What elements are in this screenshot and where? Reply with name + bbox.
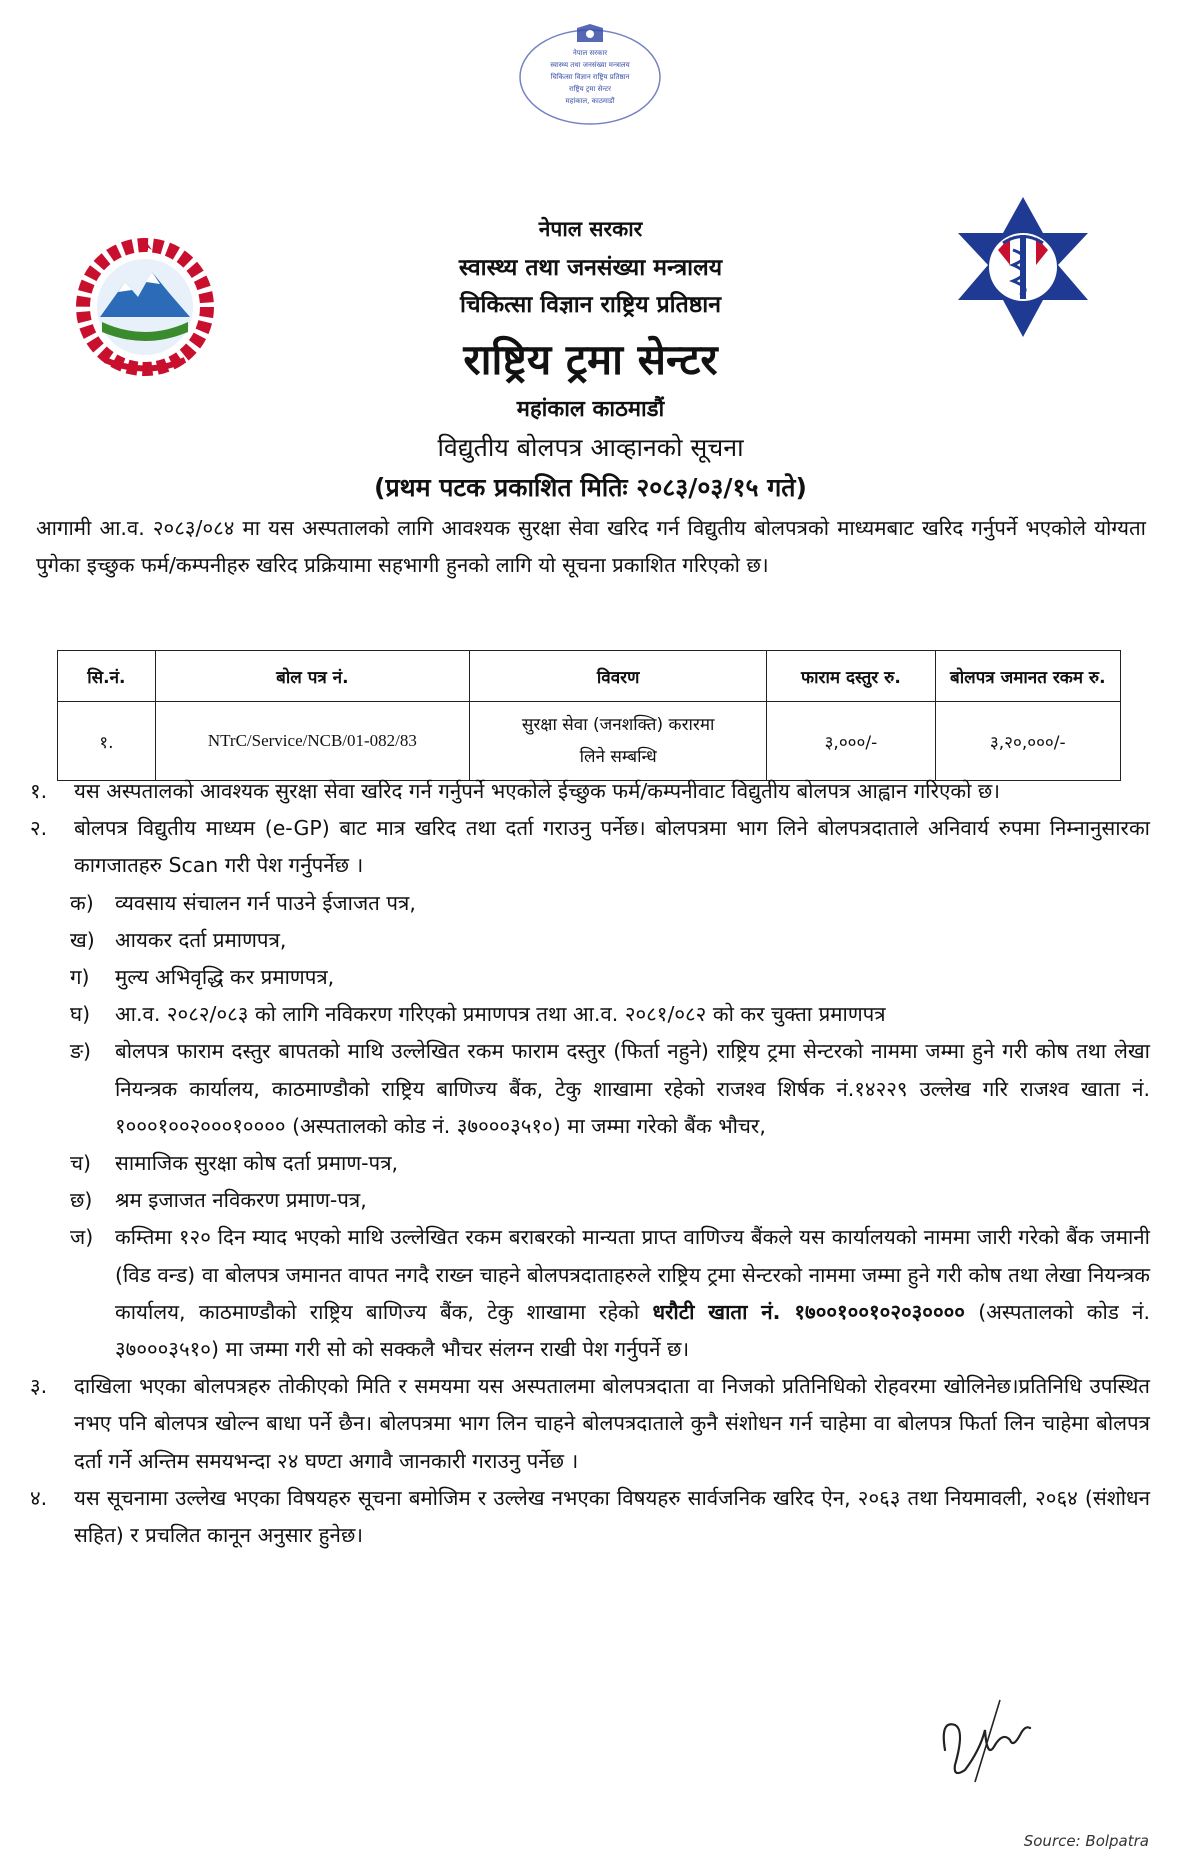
sub-item-text: सामाजिक सुरक्षा कोष दर्ता प्रमाण-पत्र, [115, 1151, 399, 1176]
stamp-line-5: महांकाल, काठमाडौं [565, 97, 615, 105]
sub-item-label: क) [70, 890, 94, 915]
conditions-list [30, 773, 1150, 1554]
list-item [30, 773, 1150, 810]
header-location: महांकाल काठमाडौं [516, 397, 665, 422]
table-row [58, 702, 1121, 781]
sub-item-text: बोलपत्र फाराम दस्तुर बापतको माथि उल्लेखित रकम फाराम दस्तुर (फिर्ता नहुने) राष्ट्रिय ट्रमा सेन्टरको नाममा जम्मा हुने गरी कोष तथा लेखा नियन्त्रक कार्यालय, काठमाण्डौको राष्ट्रिय बाणिज्य बैंक, टेकु शाखामा रहेको राजश्व शिर्षक नं.१४२२९ उल्लेख गरि राजश्व खाता नं. १०००१००२०००१०००० (अस्पतालको कोड नं. ३७०००३५१०) मा जम्मा गरेको बैंक भौचर, [115, 1039, 1150, 1138]
list-item-number: ३. [30, 1374, 48, 1399]
list-item-text: दाखिला भएका बोलपत्रहरु तोकीएको मिति र समयमा यस अस्पतालमा बोलपत्रदाता वा निजको प्रतिनिधिको रोहवरमा खोलिनेछ।प्रतिनिधि उपस्थित नभए पनि बोलपत्र खोल्न बाधा पर्ने छैन। बोलपत्रमा भाग लिन चाहने बोलपत्रदाताले कुनै संशोधन गर्न चाहेमा वा बोलपत्र फिर्ता लिन चाहेमा बोलपत्र दर्ता गर्ने अन्तिम समयभन्दा २४ घण्टा अगावै जानकारी गराउनु पर्नेछ । [74, 1374, 1150, 1473]
list-item-text: बोलपत्र विद्युतीय माध्यम (e-GP) बाट मात्र खरिद तथा दर्ता गराउनु पर्नेछ। बोलपत्रमा भाग लिने बोलपत्रदाताले अनिवार्य रुपमा निम्नानुसारका कागजातहरु Scan गरी पेश गर्नुपर्नेछ । [74, 816, 1150, 878]
cell-description-line2: लिने सम्बन्धि [579, 747, 657, 767]
tender-table [57, 650, 1121, 781]
cell-description [470, 702, 767, 781]
stamp-line-1: नेपाल सरकार [572, 49, 608, 57]
cell-bid-security: ३,२०,०००/- [935, 702, 1120, 781]
sub-list-item [70, 996, 1150, 1033]
sub-list-item [70, 1033, 1150, 1145]
list-item-number: १. [30, 779, 48, 803]
col-header-description: विवरण [470, 651, 767, 702]
sub-item-label: ख) [70, 927, 95, 952]
sub-item-label: ङ) [70, 1039, 92, 1064]
sub-item-text: श्रम इजाजत नविकरण प्रमाण-पत्र, [115, 1188, 367, 1213]
sub-item-label: ग) [70, 965, 90, 990]
intro-paragraph: आगामी आ.व. २०८३/०८४ मा यस अस्पतालको लागि आवश्यक सुरक्षा सेवा खरिद गर्न विद्युतीय बोलपत्रको माध्यमबाट खरिद गर्नुपर्ने भएकोले योग्यता पुगेका इच्छुक फर्म/कम्पनीहरु खरिद प्रक्रियामा सहभागी हुनको लागि यो सूचना प्रकाशित गरिएको छ। [36, 516, 1146, 577]
cell-tender-no: NTrC/Service/NCB/01-082/83 [155, 702, 469, 781]
header-government: नेपाल सरकार [538, 217, 643, 241]
header-institute: चिकित्सा विज्ञान राष्ट्रिय प्रतिष्ठान [459, 292, 721, 318]
signature [925, 1690, 1045, 1790]
sub-list-item [70, 885, 1150, 922]
sub-item-text: व्यवसाय संचालन गर्न पाउने ईजाजत पत्र, [115, 890, 416, 915]
cell-description-line1: सुरक्षा सेवा (जनशक्ति) करारमा [521, 715, 715, 735]
col-header-tender-no: बोल पत्र नं. [155, 651, 469, 702]
header-ministry: स्वास्थ्य तथा जनसंख्या मन्त्रालय [458, 255, 723, 281]
stamp-line-2: स्वास्थ्य तथा जनसंख्या मन्त्रालय [550, 61, 630, 69]
list-item [30, 810, 1150, 884]
sub-list-item [70, 1219, 1150, 1368]
office-stamp [515, 22, 665, 127]
list-item-text: यस सूचनामा उल्लेख भएका विषयहरु सूचना बमोजिम र उल्लेख नभएका विषयहरु सार्वजनिक खरिद ऐन, २०६३ तथा नियमावली, २०६४ (संशोधन सहित) र प्रचलित कानून अनुसार हुनेछ। [74, 1485, 1150, 1548]
sub-list-item [70, 1145, 1150, 1182]
sub-list-item [70, 922, 1150, 959]
sub-list-item [70, 1182, 1150, 1219]
list-item-number: २. [30, 816, 48, 841]
list-item [30, 1480, 1150, 1554]
cell-form-fee: ३,०००/- [767, 702, 935, 781]
list-item-text: यस अस्पतालको आवश्यक सुरक्षा सेवा खरिद गर्न गर्नुपर्ने भएकोले ईच्छुक फर्म/कम्पनीवाट विद्युतीय बोलपत्र आह्वान गरिएको छ। [74, 779, 1001, 803]
stamp-line-4: राष्ट्रिय ट्रमा सेन्टर [569, 85, 611, 93]
stamp-line-3: चिकित्सा विज्ञान राष्ट्रिय प्रतिष्ठान [550, 73, 630, 81]
sub-item-label: घ) [70, 1002, 91, 1027]
sub-item-text [115, 1219, 1150, 1368]
source-caption: Source: Bolpatra [1023, 1832, 1149, 1850]
cell-sn: १. [58, 702, 156, 781]
col-header-bid-security: बोलपत्र जमानत रकम रु. [935, 651, 1120, 702]
sub-item-text-part: कम्तिमा १२० दिन म्याद भएको माथि उल्लेखित रकम बराबरको मान्यता प्राप्त वाणिज्य बैंकले यस कार्यालयको नाममा जारी गरेको बैंक जमानी (विड वन्ड) वा बोलपत्र जमानत वापत नगदै राख्न चाहने बोलपत्रदाताहरुले राष्ट्रिय ट्रमा सेन्टरको नाममा जम्मा हुने गरी कोष तथा लेखा नियन्त्रक कार्यालय, काठमाण्डौको राष्ट्रिय बाणिज्य बैंक, टेकु शाखामा रहेको [115, 1225, 1150, 1324]
table-header-row [58, 651, 1121, 702]
deposit-account-number: धरौटी खाता नं. १७००१००१०२०३०००० [652, 1299, 965, 1324]
sub-item-label: छ) [70, 1188, 93, 1213]
list-item-number: ४. [30, 1485, 48, 1510]
list-item [30, 1368, 1150, 1480]
sub-item-text: मुल्य अभिवृद्धि कर प्रमाणपत्र, [115, 965, 335, 990]
publish-date: (प्रथम पटक प्रकाशित मितिः २०८३/०३/१५ गते) [374, 473, 807, 502]
sub-item-text: आ.व. २०८२/०८३ को लागि नविकरण गरिएको प्रमाणपत्र तथा आ.व. २०८१/०८२ को कर चुक्ता प्रमाणपत्र [115, 1002, 886, 1027]
col-header-sn: सि.नं. [58, 651, 156, 702]
sub-item-label: च) [70, 1151, 92, 1176]
header-title: राष्ट्रिय ट्रमा सेन्टर [463, 335, 718, 384]
sub-item-text: आयकर दर्ता प्रमाणपत्र, [115, 927, 287, 952]
sub-list-item [70, 959, 1150, 996]
notice-title: विद्युतीय बोलपत्र आव्हानको सूचना [437, 433, 744, 462]
sub-item-label: ज) [70, 1225, 94, 1250]
sub-item-text-part: (अस्पतालको कोड नं. ३७०००३५१०) मा जम्मा गरी सो को सक्कलै भौचर संलग्न राखी पेश गर्नुपर्ने छ। [115, 1299, 1150, 1362]
col-header-form-fee: फाराम दस्तुर रु. [767, 651, 935, 702]
